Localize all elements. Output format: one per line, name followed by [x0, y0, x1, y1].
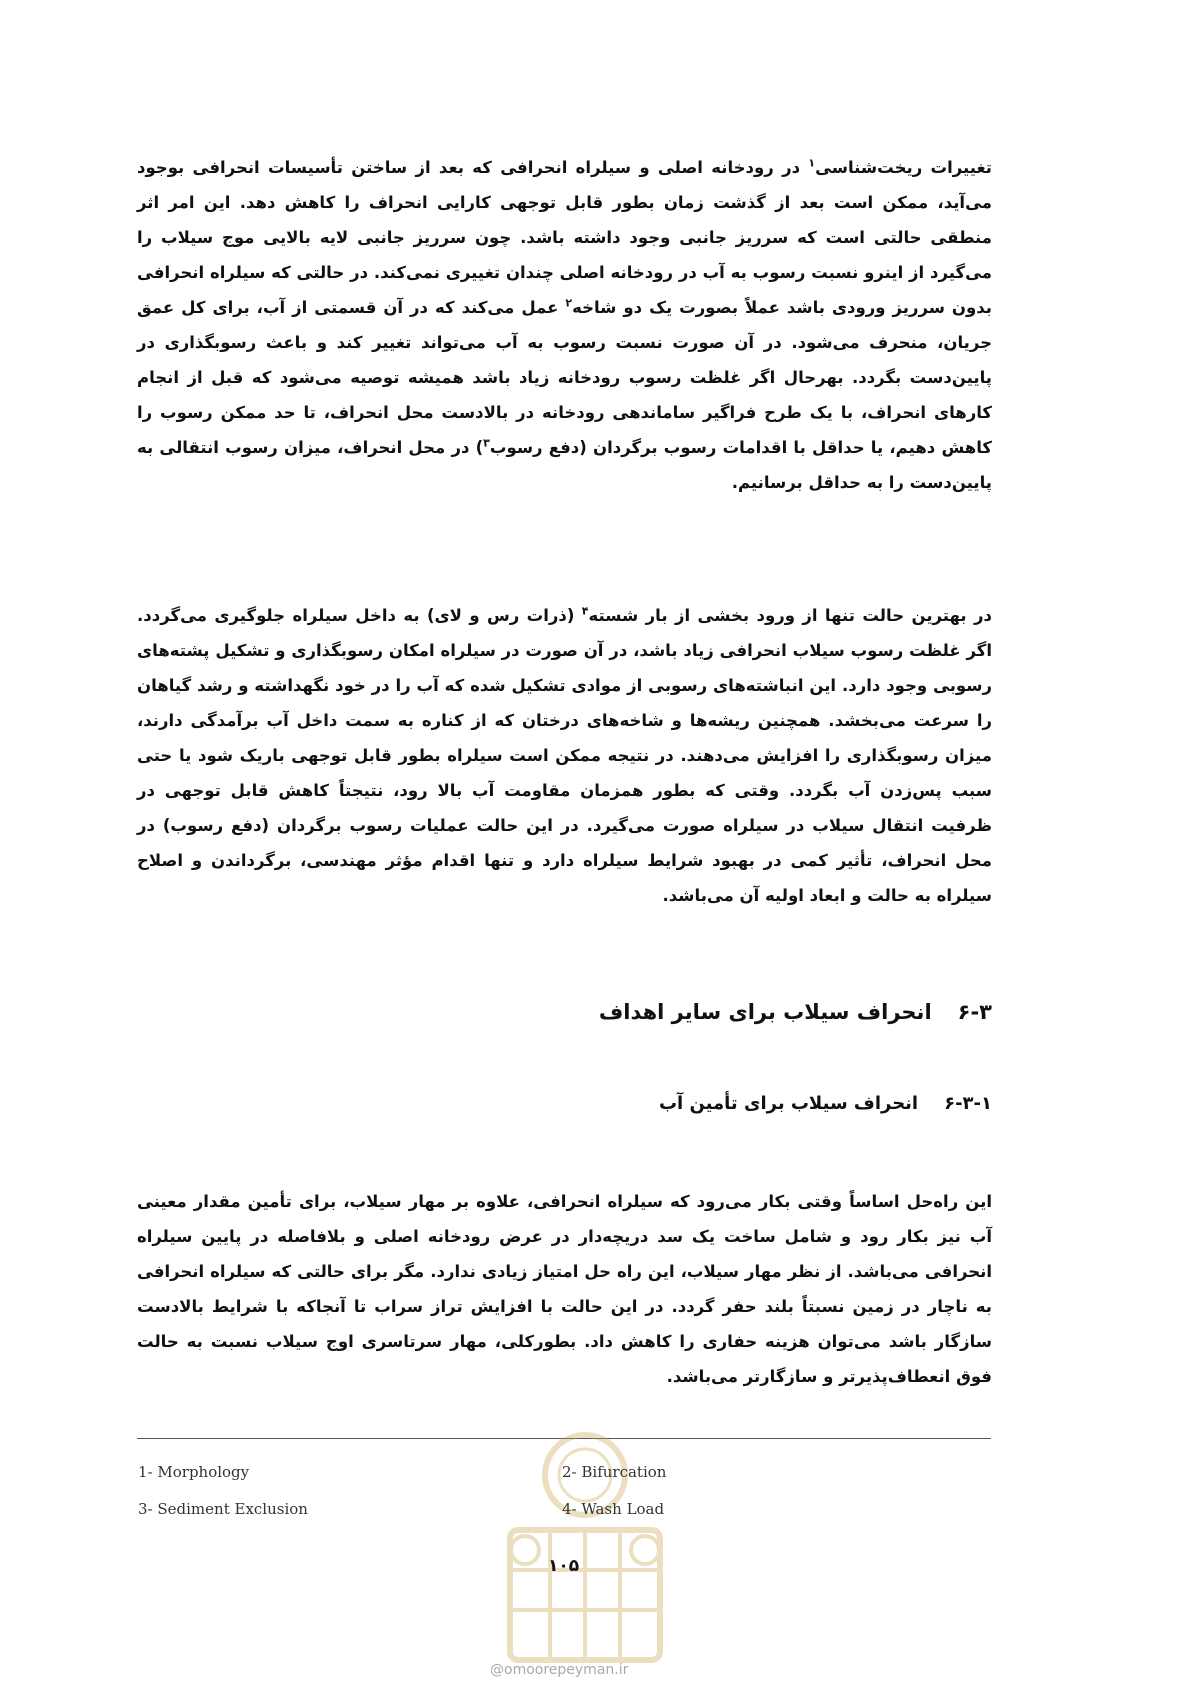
footnote-ref-3: ۳	[483, 436, 490, 450]
section-title: انحراف سیلاب برای سایر اهداف	[598, 1000, 932, 1024]
subsection-number: ۶-۳-۱	[944, 1093, 992, 1114]
paragraph-2-part-a: در بهترین حالت تنها از ورود بخشی از بار شسته	[588, 606, 992, 625]
footnote-2: 2- Bifurcation	[562, 1463, 667, 1481]
paragraph-2-part-b: (ذرات رس و لای) به داخل سیلراه جلوگیری می‌گردد. اگر غلظت رسوب سیلاب انحرافی زیاد باشد، در آن صورت در سیلراه امکان رسوبگذاری و تشکیل پشته‌های رسوبی وجود دارد. این انباشته‌های رسوبی از موادی تشکیل شده که آب را در خود نگهداشته و رشد گیاهان را سرعت می‌بخشد. همچنین ریشه‌ها و شاخه‌های درختان که از کناره به سمت داخل آب برآمدگی دارند، میزان رسوبگذاری را افزایش می‌دهند. در نتیجه ممکن است سیلراه بطور قابل توجهی باریک شود یا حتی سبب پس‌زدن آب بگردد. وقتی که بطور همزمان مقاومت آب بالا رود، نتیجتاً کاهش قابل توجهی در ظرفیت انتقال سیلاب در سیلراه صورت می‌گیرد. در این حالت عملیات رسوب برگردان (دفع رسوب) در محل انحراف، تأثیر کمی در بهبود شرایط سیلراه دارد و تنها اقدام مؤثر مهندسی، برگرداندن و اصلاح سیلراه به حالت و ابعاد اولیه آن می‌باشد.	[137, 606, 992, 905]
footnote-ref-4: ۴	[581, 604, 589, 618]
footnote-ref-2: ۲	[565, 296, 573, 310]
section-number: ۶-۳	[957, 1000, 992, 1024]
paragraph-1-part-b: در رودخانه اصلی و سیلراه انحرافی که بعد از ساختن تأسیسات انحرافی بوجود می‌آید، ممکن است بعد از گذشت زمان بطور قابل توجهی کارایی انحراف را کاهش دهد. این امر اثر منطقی حالتی است که سرریز جانبی وجود داشته باشد. چون سرریز جانبی لایه بالایی موج سیلاب را می‌گیرد از اینرو نسبت رسوب به آب در رودخانه اصلی چندان تغییری نمی‌کند. در حالتی که سیلراه انحرافی بدون سرریز ورودی باشد عملاً بصورت یک دو شاخه	[137, 158, 992, 317]
footnote-1: 1- Morphology	[138, 1463, 250, 1481]
paragraph-1-part-d: ) در محل انحراف، میزان رسوب انتقالی به پایین‌دست را به حداقل برسانیم.	[137, 438, 992, 492]
subsection-title: انحراف سیلاب برای تأمین آب	[658, 1093, 919, 1114]
paragraph-1-part-a: تغییرات ریخت‌شناسی	[815, 158, 992, 177]
paragraph-1-part-c: عمل می‌کند که در آن قسمتی از آب، برای کل عمق جریان، منحرف می‌شود. در آن صورت نسبت رسوب به آب می‌تواند تغییر کند و باعث رسوبگذاری در پایین‌دست بگردد. بهرحال اگر غلظت رسوب رودخانه زیاد باشد همیشه توصیه می‌شود که قبل از انجام کارهای انحراف، با یک طرح فراگیر ساماندهی رودخانه در بالادست محل انحراف، تا حد ممکن رسوب را کاهش دهیم، یا حداقل با اقدامات رسوب برگردان (دفع رسوب	[137, 298, 992, 457]
section-heading	[599, 1000, 992, 1024]
paragraph-2	[137, 598, 992, 913]
paragraph-3: این راه‌حل اساساً وقتی بکار می‌رود که سیلراه انحرافی، علاوه بر مهار سیلاب، برای تأمین مقدار معینی آب نیز بکار رود و شامل ساخت یک سد دریچه‌دار در عرض رودخانه اصلی و بلافاصله در پایین سیلراه انحرافی می‌باشد. از نظر مهار سیلاب، این راه حل امتیاز زیادی ندارد. مگر برای حالتی که سیلراه انحرافی به ناچار در زمین نسبتاً بلند حفر گردد. در این حالت با افزایش تراز سراب تا آنجاکه با شرایط بالادست سازگار باشد می‌توان هزینه حفاری را کاهش داد. بطورکلی، مهار سرتاسری اوج سیلاب نسبت به حالت فوق انعطاف‌پذیرتر و سازگارتر می‌باشد.	[137, 1192, 992, 1386]
paragraph-1	[137, 150, 992, 500]
page-number: ۱۰۵	[548, 1556, 580, 1576]
footnote-3: 3- Sediment Exclusion	[138, 1500, 308, 1518]
footnote-4: 4- Wash Load	[562, 1500, 665, 1518]
footnote-ref-1: ۱	[808, 156, 816, 170]
watermark-url: @omoorepeyman.ir	[490, 1662, 629, 1678]
subsection-heading	[659, 1093, 992, 1114]
